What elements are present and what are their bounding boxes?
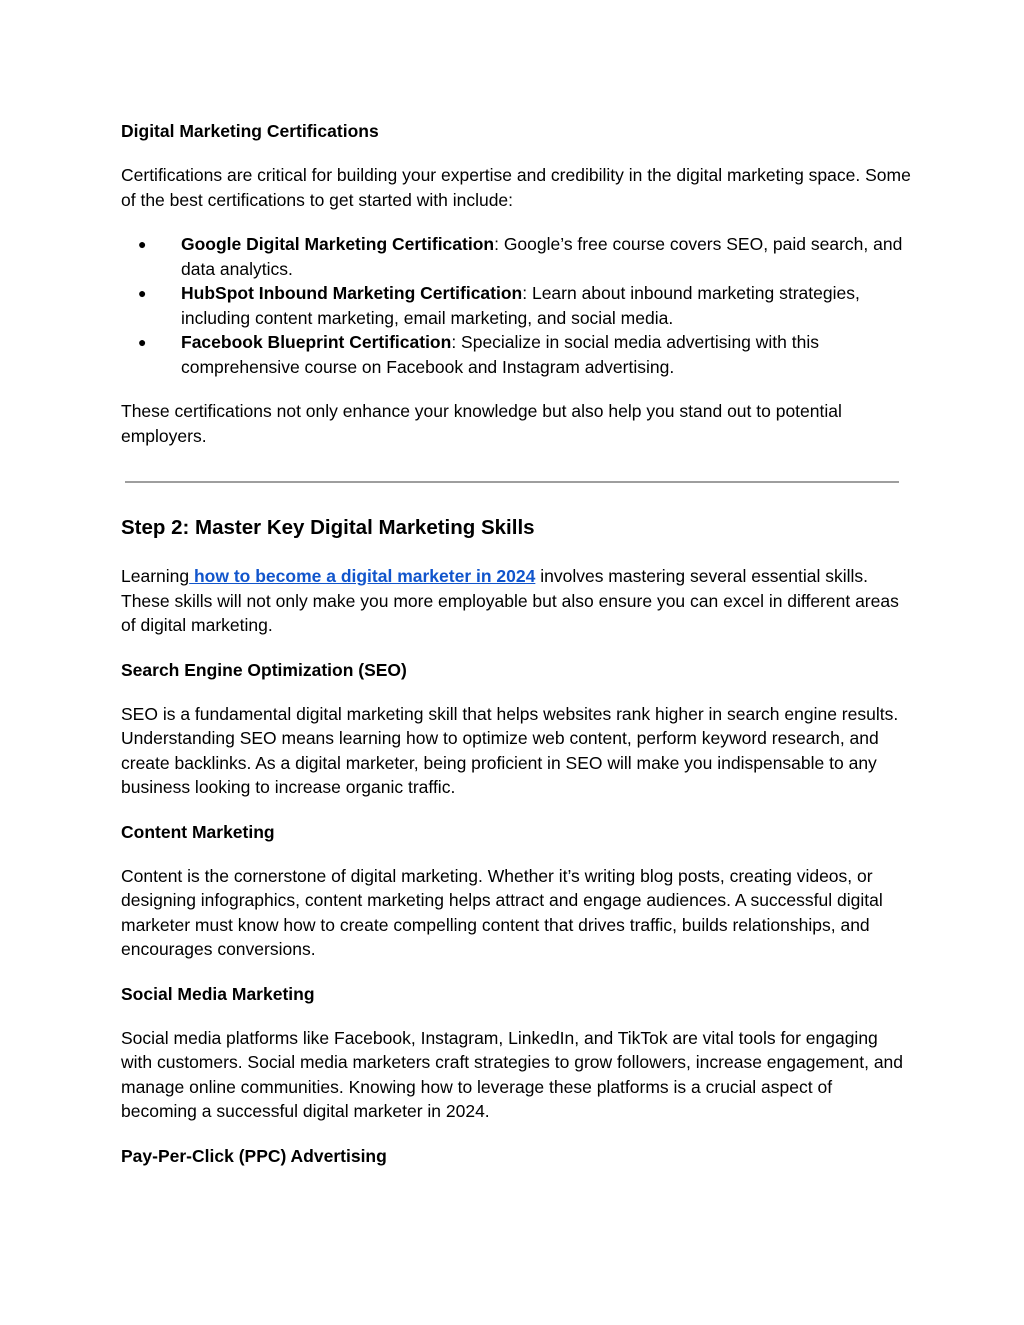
certifications-intro: Certifications are critical for building your expertise and credibility in the digital marketing space. Some of the best certifications to get started with include:: [121, 165, 911, 210]
seo-heading: Search Engine Optimization (SEO): [121, 659, 407, 680]
bullet-icon: ●: [138, 285, 147, 301]
seo-body: SEO is a fundamental digital marketing skill that helps websites rank higher in search engine results. Understanding SEO means learning how to optimize web content, perform keyword research, and create backlinks. As a digital marketer, being proficient in SEO will make you indispensable to any business looking to increase organic traffic.: [121, 703, 899, 797]
certifications-heading: Digital Marketing Certifications: [121, 121, 379, 141]
how-to-become-digital-marketer-link[interactable]: how to become a digital marketer in 2024: [189, 566, 536, 586]
step2-heading: Step 2: Master Key Digital Marketing Skills: [121, 516, 535, 539]
list-item-title: Facebook Blueprint Certification: [181, 332, 452, 352]
certifications-list: [121, 232, 911, 379]
ppc-heading: Pay-Per-Click (PPC) Advertising: [121, 1145, 387, 1166]
social-media-heading: Social Media Marketing: [121, 983, 315, 1004]
step2-section: [121, 514, 911, 1168]
social-media-body: Social media platforms like Facebook, Instagram, LinkedIn, and TikTok are vital tools for engaging with customers. Social media marketers craft strategies to grow followers, increase engagement, and manage online communities. Knowing how to leverage these platforms is a crucial aspect of becoming a successful digital marketer in 2024.: [121, 1027, 904, 1121]
list-item-title: HubSpot Inbound Marketing Certification: [181, 283, 523, 303]
horizontal-divider: [125, 481, 899, 483]
content-marketing-heading: Content Marketing: [121, 821, 275, 842]
list-item-text: : Google’s free course covers SEO, paid search, and data analytics.: [181, 234, 903, 279]
step2-intro-after: involves mastering several essential skills. These skills will not only make you more employable but also ensure you can excel in different areas of digital marketing.: [121, 566, 899, 635]
certifications-closing: These certifications not only enhance your knowledge but also help you stand out to potential employers.: [121, 401, 842, 446]
bullet-icon: ●: [138, 236, 147, 252]
list-item-title: Google Digital Marketing Certification: [181, 234, 495, 254]
bullet-icon: ●: [138, 334, 147, 350]
content-marketing-body: Content is the cornerstone of digital marketing. Whether it’s writing blog posts, creating videos, or designing infographics, content marketing helps attract and engage audiences. A successful digital marketer must know how to create compelling content that drives traffic, builds relationships, and encourages conversions.: [121, 865, 883, 959]
list-item-text: : Specialize in social media advertising with this comprehensive course on Facebook and Instagram advertising.: [181, 332, 819, 377]
certifications-section: [121, 119, 911, 448]
list-item-text: : Learn about inbound marketing strategies, including content marketing, email marketing, and social media.: [181, 283, 860, 328]
step2-intro-before: Learning: [121, 566, 190, 586]
list-item: [121, 232, 911, 281]
step2-intro: [121, 564, 911, 638]
list-item: [121, 330, 911, 379]
list-item: [121, 281, 911, 330]
